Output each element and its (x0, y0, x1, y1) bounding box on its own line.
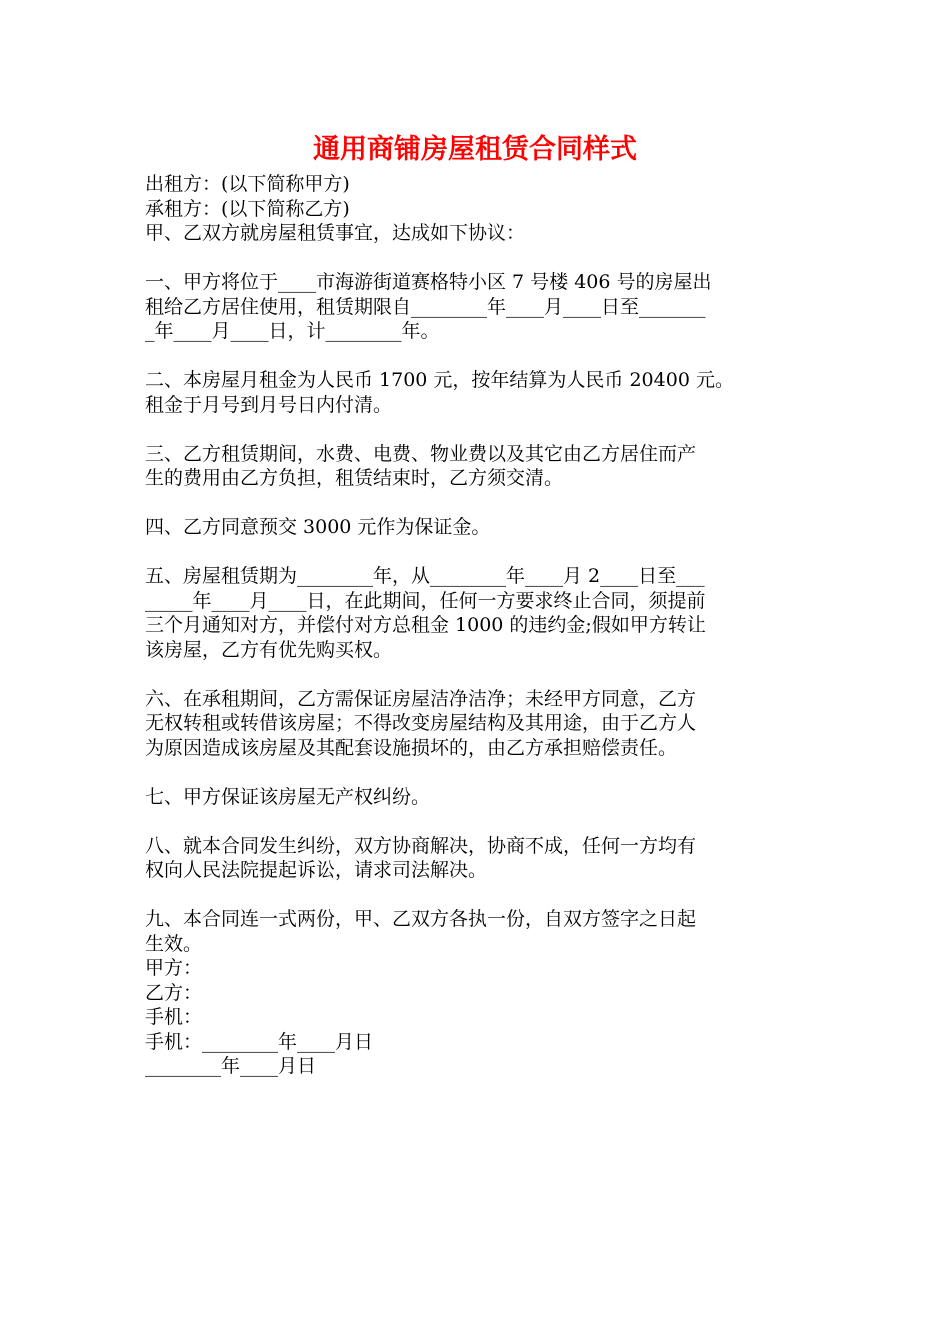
phone-line: 手机： (145, 1006, 203, 1028)
contract-body (145, 172, 810, 1079)
clause-line: 六、在承租期间，乙方需保证房屋洁净洁净；未经甲方同意，乙方 (145, 687, 697, 710)
header-block (145, 172, 810, 246)
party-b-signature: 乙方： (145, 981, 203, 1004)
clause-line: 一、甲方将位于____市海游街道赛格特小区 7 号楼 406 号的房屋出 (145, 271, 712, 293)
clause-line: 为原因造成该房屋及其配套设施损坏的，由乙方承担赔偿责任。 (145, 736, 678, 759)
clause-line: 三、乙方租赁期间，水费、电费、物业费以及其它由乙方居住而产 (145, 442, 697, 465)
party-a-signature: 甲方： (145, 957, 203, 979)
clause-line: 七、甲方保证该房屋无产权纠纷。 (145, 785, 431, 808)
clause-1 (145, 270, 810, 344)
clause-line: _年____月____日，计________年。 (145, 320, 440, 342)
clause-8 (145, 834, 810, 883)
lessor-line: 出租方：(以下简称甲方) (145, 173, 350, 195)
clause-line: 九、本合同连一式两份，甲、乙双方各执一份，自双方签字之日起 (145, 908, 697, 930)
lessee-line: 承租方：(以下简称乙方) (145, 197, 350, 220)
contract-title: 通用商铺房屋租赁合同样式 (313, 134, 637, 165)
clause-2 (145, 368, 810, 417)
clause-line: _____年____月____日，在此期间，任何一方要求终止合同，须提前 (145, 589, 706, 612)
clause-5 (145, 564, 810, 662)
clause-line: 生的费用由乙方负担，租赁结束时，乙方须交清。 (145, 467, 564, 489)
clause-line: 五、房屋租赁期为________年，从________年____月 2____日至___ (145, 565, 705, 587)
clause-line: 四、乙方同意预交 3000 元作为保证金。 (145, 516, 491, 538)
phone-date-line: 手机：________年____月日 (145, 1030, 374, 1053)
clause-6 (145, 687, 810, 761)
clause-line: 租金于月号到月号日内付清。 (145, 393, 393, 416)
signature-block (145, 956, 810, 1079)
clause-line: 该房屋，乙方有优先购买权。 (145, 638, 393, 661)
clause-4 (145, 515, 810, 540)
clause-line: 三个月通知对方，并偿付对方总租金 1000 的违约金;假如甲方转让 (145, 614, 706, 636)
clause-9 (145, 907, 810, 956)
clause-line: 八、就本合同发生纠纷，双方协商解决，协商不成，任何一方均有 (145, 834, 697, 857)
intro-line: 甲、乙双方就房屋租赁事宜，达成如下协议： (145, 222, 526, 244)
clause-line: 租给乙方居住使用，租赁期限自________年____月____日至_______ (145, 295, 706, 318)
clause-line: 二、本房屋月租金为人民币 1700 元，按年结算为人民币 20400 元。 (145, 369, 734, 391)
date-line: ________年____月日 (145, 1055, 317, 1077)
clause-line: 生效。 (145, 932, 203, 955)
clause-line: 权向人民法院提起诉讼，请求司法解决。 (145, 859, 488, 881)
clause-7 (145, 785, 810, 810)
clause-line: 无权转租或转借该房屋；不得改变房屋结构及其用途，由于乙方人 (145, 712, 697, 734)
clause-3 (145, 442, 810, 491)
